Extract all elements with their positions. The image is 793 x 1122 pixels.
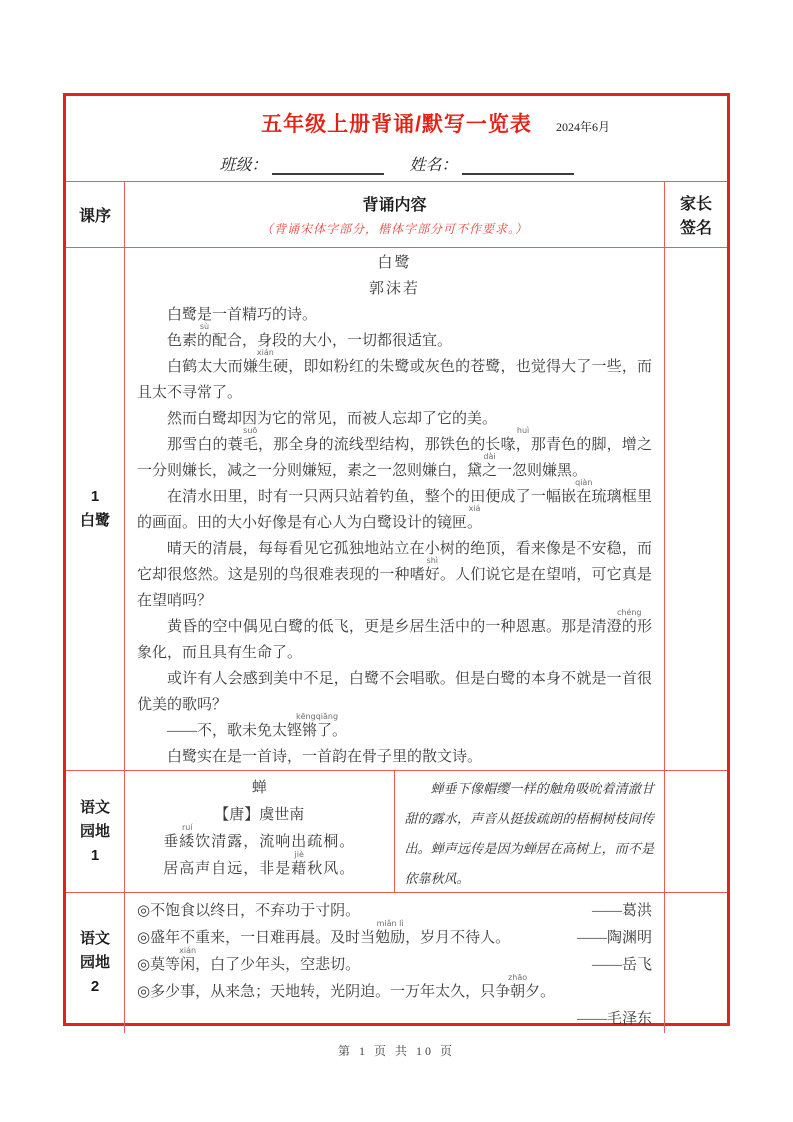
quote-line (137, 919, 652, 952)
pinyin-annotation: dài (483, 452, 496, 461)
sign-cell-1 (665, 248, 727, 770)
pinyin-annotation: xiá (468, 504, 481, 513)
header-content-label: 背诵内容 (362, 196, 427, 214)
class-blank-line (272, 171, 384, 175)
quote-attribution: ——毛泽东 (576, 1011, 652, 1027)
pinyin-annotation: xián (179, 946, 197, 955)
essay-paragraph: 黄昏的空中偶见白鹭的低飞，更是乡居生活中的一种恩惠。那是清澄 chéng 的形象化，而且具有生命了。 (137, 608, 652, 661)
sign-cell-2 (665, 771, 727, 892)
poem-author: 【唐】虞世南 (214, 807, 305, 823)
essay-paragraph: ——不，歌未免太铿锵 kēngqiāng 了。 (167, 712, 348, 739)
essay-paragraph: 或许有人会感到美中不足，白鹭不会唱歌。但是白鹭的本身不就是一首很优美的歌吗？ (137, 671, 652, 713)
pinyin-annotation: chéng (616, 608, 642, 617)
pinyin-annotation: miǎn lì (376, 919, 404, 928)
header-content-note: （背诵宋体字部分，楷体字部分可不作要求。） (260, 222, 528, 237)
poem-line: 居高声自远，非是藉 jiè 秋风。 (163, 850, 356, 877)
name-group (410, 152, 574, 175)
class-group (219, 152, 383, 175)
lesson-garden-line2: 园地 (79, 954, 110, 971)
pinyin-annotation: xián (256, 348, 274, 357)
poem-cell (125, 771, 665, 892)
table-header-row (66, 182, 727, 248)
poem-line: 垂緌 ruí 饮清露，流响出疏桐。 (163, 823, 356, 850)
recitation-table (66, 181, 727, 1033)
pinyin-annotation: jiè (294, 850, 304, 859)
quote-line (137, 973, 652, 1033)
student-info-row (66, 146, 727, 181)
pinyin-annotation: zhāo (508, 973, 528, 982)
lesson-garden-line1: 语文 (79, 798, 110, 816)
worksheet-page (63, 93, 730, 1026)
header-content-col (125, 182, 665, 247)
pinyin-annotation: huì (516, 426, 530, 435)
header-sign-line2: 签名 (679, 220, 712, 237)
poem-title: 蝉 (251, 780, 267, 796)
essay-paragraph: 白鹤太大而嫌 xián 生硬，即如粉红的朱鹭或灰色的苍鹭，也觉得大了一些，而且太不寻常了。 (137, 348, 652, 401)
table-row-essay (66, 248, 727, 771)
lesson-cell-1 (66, 248, 125, 770)
essay-title: 白鹭 (377, 255, 412, 271)
lesson-garden-number: 2 (90, 978, 100, 995)
name-blank-line (462, 171, 574, 175)
table-row-quotes (66, 893, 727, 1033)
page-title: 五年级上册背诵/默写一览表 (261, 113, 532, 136)
lesson-cell-2 (66, 771, 125, 892)
quote-line (137, 946, 652, 979)
quote-text: ◎莫等闲 xián ，白了少年头，空悲切。 (137, 946, 361, 973)
class-label: 班级： (219, 157, 268, 174)
essay-cell (125, 248, 665, 770)
poem-block (125, 771, 395, 892)
essay-body (125, 248, 664, 770)
page-date: 2024年6月 (556, 120, 611, 134)
quote-attribution: ——岳飞 (591, 957, 652, 973)
quote-attribution: ——陶渊明 (576, 930, 652, 946)
poem-note-text: 蝉垂下像帽缨一样的触角吸吮着清澈甘甜的露水，声音从挺拔疏朗的梧桐树枝间传出。蝉声远传是因为蝉居在高树上，而不是依靠秋风。 (404, 781, 654, 886)
header-sign-line1: 家长 (679, 196, 712, 213)
essay-paragraph: 在清水田里，时有一只两只站着钓鱼，整个的田便成了一幅嵌 qiàn 在琉璃框里的画面。田的大小好像是有心人为白鹭设计的镜匣 xiá 。 (137, 478, 652, 531)
essay-paragraph: 那雪白的蓑 suō 毛，那全身的流线型结构，那铁色的长喙 huì ，那青色的脚，增之一分则嫌长，减之一分则嫌短，素之一忽则嫌白，黛 dài 之一忽则嫌黑。 (137, 426, 652, 479)
lesson-number: 1 (90, 488, 100, 505)
quote-text: ◎盛年不重来，一日难再晨。及时当勉励 miǎn lì ，岁月不待人。 (137, 919, 511, 946)
pinyin-annotation: qiàn (575, 478, 593, 487)
lesson-title: 白鹭 (79, 512, 110, 529)
lesson-garden-line1: 语文 (79, 930, 110, 947)
pinyin-annotation: shì (426, 556, 439, 565)
quotes-body (125, 893, 664, 1033)
essay-paragraph: 晴天的清晨，每每看见它孤独地站立在小树的绝顶，看来像是不安稳，而它却很悠然。这是别的鸟很难表现的一种嗜 shì 好。人们说它是在望哨，可它真是在望哨吗？ (137, 541, 652, 609)
pinyin-annotation: sù (199, 322, 210, 331)
pinyin-annotation: suō (243, 426, 258, 435)
quotes-cell (125, 893, 665, 1033)
essay-author: 郭沫若 (368, 281, 420, 297)
header-sign-col (665, 182, 727, 247)
title-row (66, 96, 727, 146)
poem-note-block (395, 771, 665, 892)
essay-paragraph: 然而白鹭却因为它的常见，而被人忘却了它的美。 (167, 411, 498, 427)
sign-cell-3 (665, 893, 727, 1033)
lesson-garden-number: 1 (90, 846, 100, 864)
pinyin-annotation: kēngqiāng (295, 712, 339, 721)
essay-paragraph: 白鹭实在是一首诗，一首韵在骨子里的散文诗。 (167, 749, 483, 765)
header-lesson-label: 课序 (78, 208, 111, 225)
quote-attribution: ——葛洪 (591, 903, 652, 919)
table-row-poem (66, 771, 727, 893)
quote-text: ◎多少事，从来急；天地转，光阴迫。一万年太久，只争朝 zhāo 夕。 (137, 973, 556, 1000)
header-lesson-col (66, 182, 125, 247)
page-footer: 第 1 页 共 10 页 (337, 1044, 455, 1058)
essay-paragraph: 白鹭是一首精巧的诗。 (167, 307, 318, 323)
essay-paragraph: 色素 sù 的配合，身段的大小，一切都很适宜。 (167, 322, 453, 349)
lesson-cell-3 (66, 893, 125, 1033)
lesson-garden-line2: 园地 (79, 822, 110, 840)
name-label: 姓名： (409, 157, 458, 174)
pinyin-annotation: ruí (181, 823, 193, 832)
quote-text: ◎不饱食以终日，不弃功于寸阴。 (137, 903, 361, 919)
